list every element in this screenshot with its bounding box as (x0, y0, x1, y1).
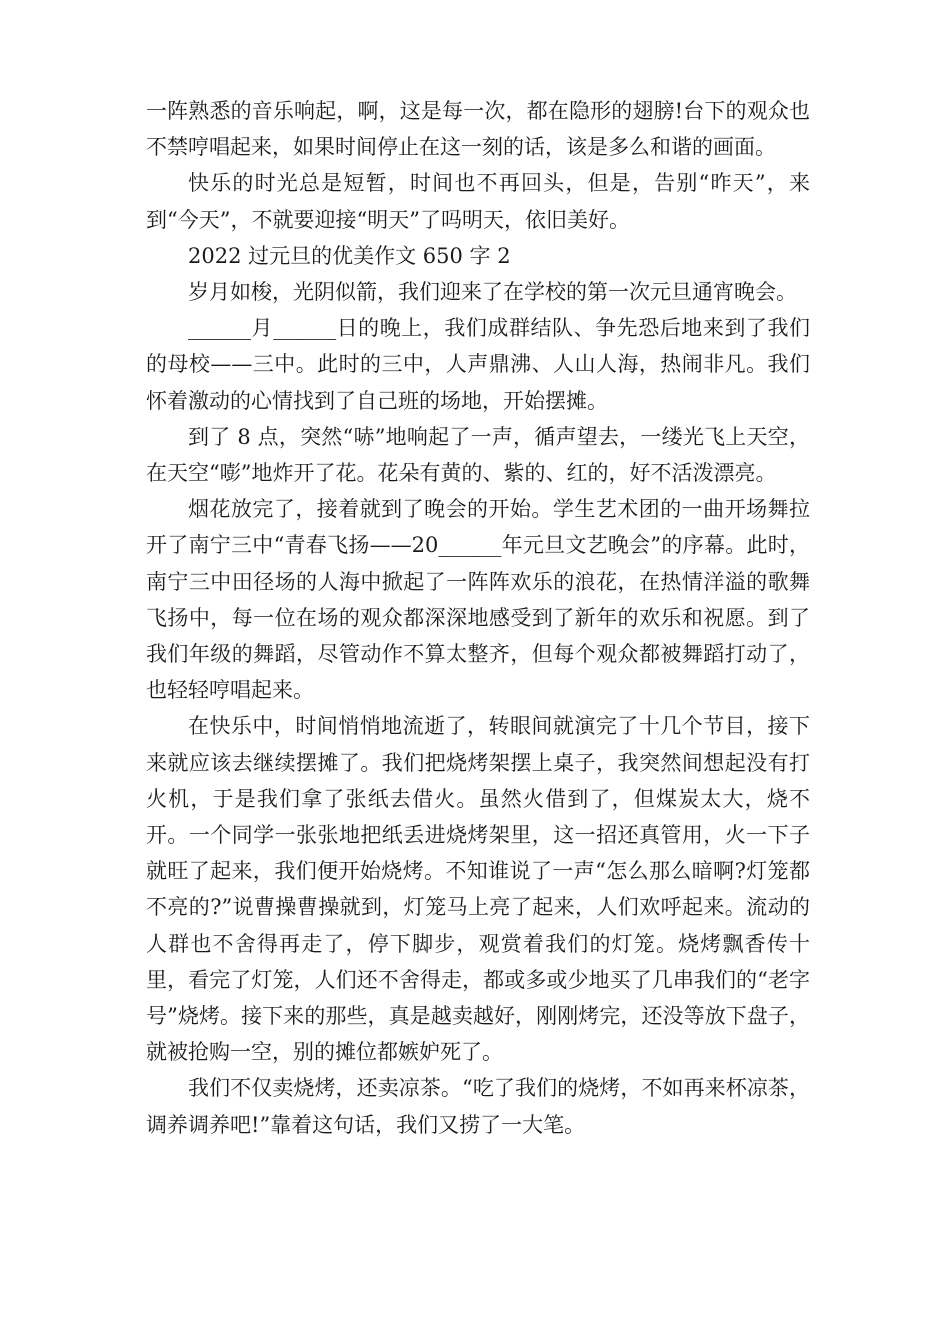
paragraph: ______月______日的晚上，我们成群结队、争先恐后地来到了我们的母校——三中。此时的三中，人声鼎沸、人山人海，热闹非凡。我们怀着激动的心情找到了自己班的场地，开始摆摊。 (146, 316, 810, 413)
paragraph: 快乐的时光总是短暂，时间也不再回头，但是，告别“昨天”，来到“今天”，不就要迎接“明天”了吗明天，依旧美好。 (146, 171, 810, 232)
paragraph: 到了 8 点，突然“哧”地响起了一声，循声望去，一缕光飞上天空，在天空“嘭”地炸开了花。花朵有黄的、紫的、红的，好不活泼漂亮。 (146, 424, 810, 486)
paragraph: 岁月如梭，光阴似箭，我们迎来了在学校的第一次元旦通宵晚会。 (188, 280, 797, 305)
paragraph: 我们不仅卖烧烤，还卖凉茶。“吃了我们的烧烤，不如再来杯凉茶，调养调养吧!”靠着这句话，我们又捞了一大笔。 (146, 1076, 810, 1137)
paragraph: 在快乐中，时间悄悄地流逝了，转眼间就演完了十几个节目，接下来就应该去继续摆摊了。我们把烧烤架摆上桌子，我突然间想起没有打火机，于是我们拿了张纸去借火。虽然火借到了，但煤炭太大，烧不开。一个同学一张张地把纸丢进烧烤架里，这一招还真管用，火一下子就旺了起来，我们便开始烧烤。不知谁说了一声“怎么那么暗啊?灯笼都不亮的?”说曹操曹操就到，灯笼马上亮了起来，人们欢呼起来。流动的人群也不舍得再走了，停下脚步，观赏着我们的灯笼。烧烤飘香传十里，看完了灯笼，人们还不舍得走，都或多或少地买了几串我们的“老字号”烧烤。接下来的那些，真是越卖越好，刚刚烤完，还没等放下盘子，就被抢购一空，别的摊位都嫉妒死了。 (146, 714, 810, 1065)
paragraph: 一阵熟悉的音乐响起，啊，这是每一次，都在隐形的翅膀!台下的观众也不禁哼唱起来，如果时间停止在这一刻的话，该是多么和谐的画面。 (146, 99, 810, 160)
paragraph: 烟花放完了，接着就到了晚会的开始。学生艺术团的一曲开场舞拉开了南宁三中“青春飞扬——20______年元旦文艺晚会”的序幕。此时，南宁三中田径场的人海中掀起了一阵阵欢乐的浪花，在热情洋溢的歌舞飞扬中，每一位在场的观众都深深地感受到了新年的欢乐和祝愿。到了我们年级的舞蹈，尽管动作不算太整齐，但每个观众都被舞蹈打动了，也轻轻哼唱起来。 (146, 497, 810, 703)
section-heading: 2022 过元旦的优美作文 650 字 2 (188, 243, 511, 268)
document-body (146, 93, 810, 1143)
